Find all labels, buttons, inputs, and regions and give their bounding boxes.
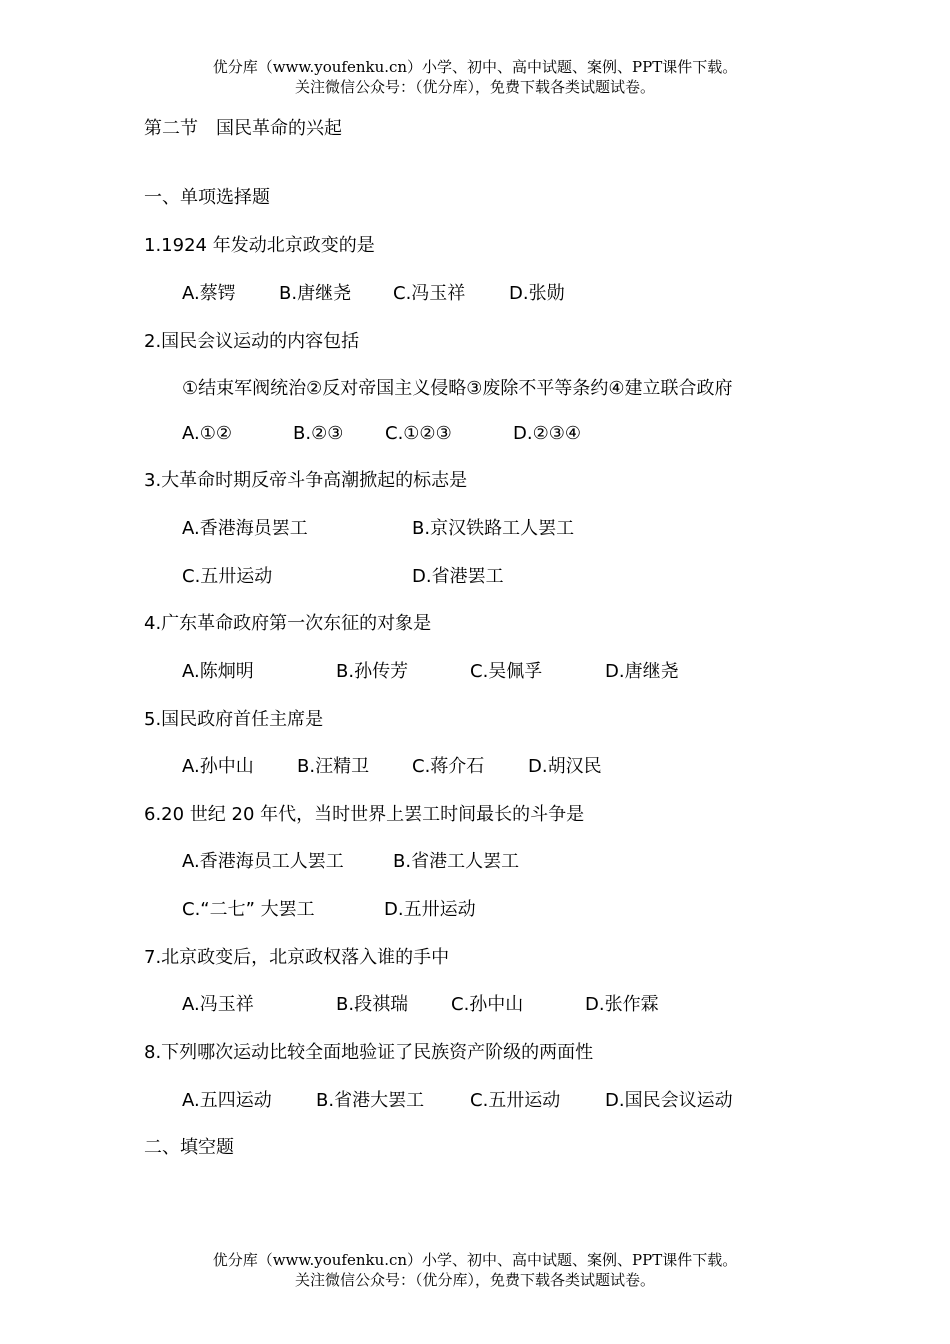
question-7-option-c: C.孙中山 bbox=[451, 994, 524, 1015]
question-4-option-c: C.吴佩孚 bbox=[470, 661, 543, 682]
footer-line-1: 优分库（www.youfenku.cn）小学、初中、高中试题、案例、PPT课件下载。 bbox=[212, 1251, 738, 1269]
question-1-option-d: D.张勋 bbox=[509, 283, 565, 304]
question-2-stem: 2.国民会议运动的内容包括 bbox=[144, 331, 360, 352]
page-header bbox=[0, 57, 950, 97]
footer-line-2: 关注微信公众号：（优分库），免费下载各类试题试卷。 bbox=[294, 1271, 655, 1289]
question-8-option-c: C.五卅运动 bbox=[470, 1090, 561, 1111]
question-1-stem: 1.1924 年发动北京政变的是 bbox=[144, 235, 375, 256]
question-2-option-b: B.②③ bbox=[293, 423, 344, 444]
question-8-option-d: D.国民会议运动 bbox=[605, 1090, 733, 1111]
question-1-option-b: B.唐继尧 bbox=[279, 283, 352, 304]
question-3-option-a: A.香港海员罢工 bbox=[182, 518, 308, 539]
question-5-stem: 5.国民政府首任主席是 bbox=[144, 709, 324, 730]
question-4-option-b: B.孙传芳 bbox=[336, 661, 409, 682]
question-8-option-b: B.省港大罢工 bbox=[316, 1090, 425, 1111]
question-4-option-a: A.陈炯明 bbox=[182, 661, 254, 682]
question-3-stem: 3.大革命时期反帝斗争高潮掀起的标志是 bbox=[144, 470, 468, 491]
question-2-option-a: A.①② bbox=[182, 423, 232, 444]
question-3-option-d: D.省港罢工 bbox=[412, 566, 504, 587]
page-footer bbox=[0, 1250, 950, 1290]
header-line-1: 优分库（www.youfenku.cn）小学、初中、高中试题、案例、PPT课件下载。 bbox=[212, 58, 738, 76]
question-5-option-c: C.蒋介石 bbox=[412, 756, 485, 777]
question-2-statements: ①结束军阀统治②反对帝国主义侵略③废除不平等条约④建立联合政府 bbox=[182, 378, 733, 399]
question-4-option-d: D.唐继尧 bbox=[605, 661, 679, 682]
question-7-option-d: D.张作霖 bbox=[585, 994, 659, 1015]
question-6-option-b: B.省港工人罢工 bbox=[393, 851, 520, 872]
question-3-option-b: B.京汉铁路工人罢工 bbox=[412, 518, 575, 539]
question-6-option-c: C.“二七” 大罢工 bbox=[182, 899, 315, 920]
question-2-option-d: D.②③④ bbox=[513, 423, 581, 444]
header-line-2: 关注微信公众号：（优分库），免费下载各类试题试卷。 bbox=[294, 78, 655, 96]
question-7-stem: 7.北京政变后，北京政权落入谁的手中 bbox=[144, 947, 450, 968]
question-8-stem: 8.下列哪次运动比较全面地验证了民族资产阶级的两面性 bbox=[144, 1042, 594, 1063]
question-2-option-c: C.①②③ bbox=[385, 423, 452, 444]
question-1-option-a: A.蔡锷 bbox=[182, 283, 236, 304]
question-8-option-a: A.五四运动 bbox=[182, 1090, 272, 1111]
question-4-stem: 4.广东革命政府第一次东征的对象是 bbox=[144, 613, 432, 634]
question-5-option-a: A.孙中山 bbox=[182, 756, 254, 777]
question-6-stem: 6.20 世纪 20 年代，当时世界上罢工时间最长的斗争是 bbox=[144, 804, 585, 825]
question-6-option-a: A.香港海员工人罢工 bbox=[182, 851, 344, 872]
question-7-option-a: A.冯玉祥 bbox=[182, 994, 254, 1015]
question-6-option-d: D.五卅运动 bbox=[384, 899, 476, 920]
section-title: 第二节 国民革命的兴起 bbox=[144, 118, 342, 139]
question-3-option-c: C.五卅运动 bbox=[182, 566, 273, 587]
part1-title: 一、单项选择题 bbox=[144, 187, 270, 208]
question-5-option-b: B.汪精卫 bbox=[297, 756, 370, 777]
part2-title: 二、填空题 bbox=[144, 1137, 234, 1158]
question-1-option-c: C.冯玉祥 bbox=[393, 283, 466, 304]
question-5-option-d: D.胡汉民 bbox=[528, 756, 602, 777]
question-7-option-b: B.段祺瑞 bbox=[336, 994, 409, 1015]
